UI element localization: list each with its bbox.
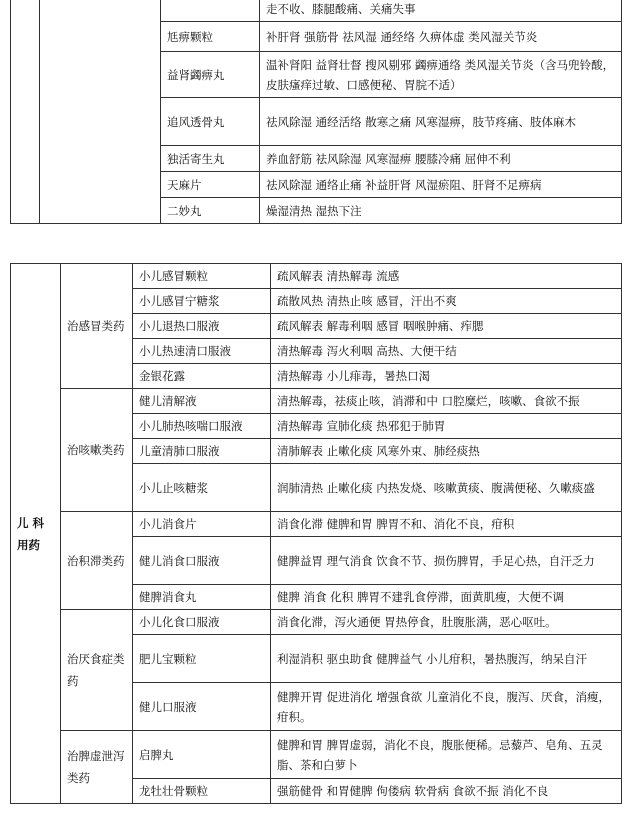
drug-effect: 健脾和胃 脾胃虚弱，消化不良，腹胀便稀。忌藜芦、皂角、五灵脂、茶和白萝卜 [271, 731, 622, 779]
drug-effect: 走不收、膝腿酸痛、关痛失事 [260, 0, 622, 22]
drug-effect: 利湿消积 驱虫助食 健脾益气 小儿疳积，暑热腹泻，纳呆自汗 [271, 635, 622, 683]
category-cell: 儿 科 用药 [11, 264, 61, 804]
table-row [11, 610, 622, 635]
drug-effect: 补肝肾 强筋骨 祛风湿 通经络 久痹体虚 类风湿关节炎 [260, 22, 622, 52]
drug-name: 小儿止咳糖浆 [133, 464, 271, 512]
table-row [11, 0, 622, 22]
drug-effect: 温补肾阳 益肾壮督 搜风剔邪 蠲痹通络 类风湿关节炎（含马兜铃酸，皮肤瘙痒过敏、口感便秘、胃脘不适） [260, 52, 622, 98]
drug-effect: 健脾益胃 理气消食 饮食不节、损伤脾胃，手足心热，自汗乏力 [271, 537, 622, 585]
drug-name: 小儿肺热咳喘口服液 [133, 414, 271, 439]
pediatrics-table [10, 263, 622, 804]
drug-effect: 健脾 消食 化积 脾胃不建乳食停滞，面黄肌瘦，大便不调 [271, 585, 622, 610]
drug-effect: 清热解毒 小儿痱毒，暑热口渴 [271, 364, 622, 389]
drug-name: 天麻片 [161, 172, 260, 198]
drug-name: 健儿清解液 [133, 389, 271, 414]
drug-effect: 清热解毒 宣肺化痰 热邪犯于肺胃 [271, 414, 622, 439]
table-row [11, 512, 622, 537]
drug-name: 健脾消食丸 [133, 585, 271, 610]
drug-name: 二妙丸 [161, 198, 260, 224]
table-row [11, 264, 622, 289]
subcategory-cell: 治感冒类药 [61, 264, 133, 389]
drug-name: 肥儿宝颗粒 [133, 635, 271, 683]
drug-name: 益肾蠲痹丸 [161, 52, 260, 98]
drug-name: 独活寄生丸 [161, 146, 260, 172]
rheumatism-table [10, 0, 622, 224]
subcategory-cell: 治脾虚泄泻类药 [61, 731, 133, 804]
drug-effect: 疏风解表 解毒利咽 感冒 咽喉肿痛、痄腮 [271, 314, 622, 339]
drug-name: 追风透骨丸 [161, 98, 260, 146]
drug-name: 启脾丸 [133, 731, 271, 779]
drug-name: 龙牡壮骨颗粒 [133, 779, 271, 804]
table-row [11, 731, 622, 779]
drug-name: 小儿消食片 [133, 512, 271, 537]
drug-effect: 燥湿清热 湿热下注 [260, 198, 622, 224]
subcategory-cell: 治积滞类药 [61, 512, 133, 610]
blank-cell [11, 0, 40, 224]
drug-effect: 消食化滞，泻火通便 胃热停食，肚腹胀满，恶心呕吐。 [271, 610, 622, 635]
drug-effect: 健脾开胃 促进消化 增强食欲 儿童消化不良，腹泻、厌食，消瘦，疳积。 [271, 683, 622, 731]
drug-name: 小儿化食口服液 [133, 610, 271, 635]
drug-name [161, 0, 260, 22]
drug-name: 尪痹颗粒 [161, 22, 260, 52]
drug-name: 小儿感冒颗粒 [133, 264, 271, 289]
drug-effect: 消食化滞 健脾和胃 脾胃不和、消化不良，疳积 [271, 512, 622, 537]
blank-cell [40, 0, 161, 224]
subcategory-cell: 治咳嗽类药 [61, 389, 133, 512]
drug-effect: 清热解毒，祛痰止咳，消滞和中 口腔糜烂，咳嗽、食欲不振 [271, 389, 622, 414]
drug-name: 金银花露 [133, 364, 271, 389]
drug-effect: 祛风除湿 通经活络 散寒之痛 风寒湿痹，肢节疼痛、肢体麻木 [260, 98, 622, 146]
drug-name: 健儿消食口服液 [133, 537, 271, 585]
table-row [11, 389, 622, 414]
subcategory-cell: 治厌食症类药 [61, 610, 133, 731]
drug-name: 健儿口服液 [133, 683, 271, 731]
drug-effect: 祛风除湿 通络止痛 补益肝肾 风湿瘀阻、肝肾不足痹病 [260, 172, 622, 198]
drug-name: 儿童清肺口服液 [133, 439, 271, 464]
drug-effect: 清肺解表 止嗽化痰 风寒外束、肺经痰热 [271, 439, 622, 464]
drug-effect: 润肺清热 止嗽化痰 内热发烧、咳嗽黄痰、腹满便秘、久嗽痰盛 [271, 464, 622, 512]
drug-effect: 养血舒筋 祛风除湿 风寒湿痹 腰膝冷痛 屈伸不利 [260, 146, 622, 172]
drug-effect: 强筋健骨 和胃健脾 佝偻病 软骨病 食欲不振 消化不良 [271, 779, 622, 804]
drug-name: 小儿感冒宁糖浆 [133, 289, 271, 314]
drug-name: 小儿退热口服液 [133, 314, 271, 339]
drug-effect: 疏风解表 清热解毒 流感 [271, 264, 622, 289]
drug-name: 小儿热速清口服液 [133, 339, 271, 364]
drug-effect: 清热解毒 泻火利咽 高热、大便干结 [271, 339, 622, 364]
drug-effect: 疏散风热 清热止咳 感冒，汗出不爽 [271, 289, 622, 314]
